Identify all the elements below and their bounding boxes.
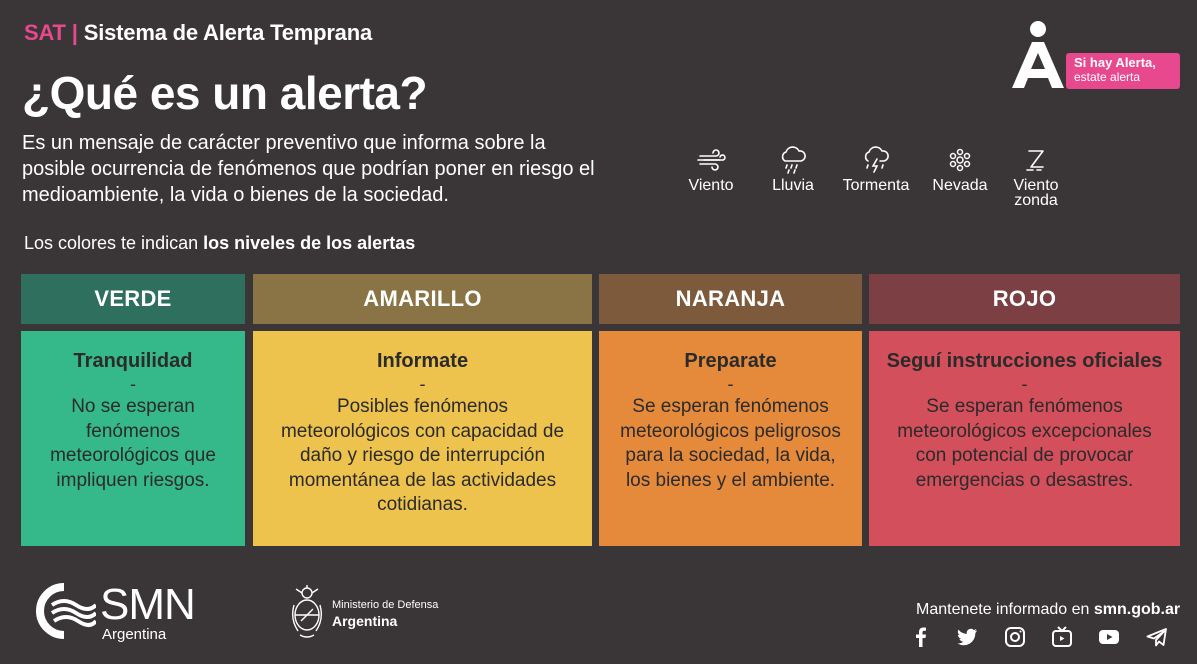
level-title: Seguí instrucciones oficiales — [886, 350, 1163, 372]
level-title: Tranquilidad — [73, 350, 193, 372]
ministry-logo — [290, 585, 460, 641]
badge-line2: estate alerta — [1074, 70, 1141, 84]
smn-mark-icon — [30, 583, 96, 639]
rain-icon — [778, 146, 808, 174]
level-card-amarillo — [253, 331, 592, 546]
phenomenon-label: Tormenta — [842, 177, 910, 194]
phenomenon-label: Lluvia — [772, 177, 814, 194]
storm-icon — [861, 146, 891, 174]
level-description: Se esperan fenómenos meteorológicos excepcionales con potencial de provocar emergencias o desastres. — [897, 396, 1152, 491]
phenomenon-rain — [766, 146, 820, 194]
alert-campaign-pill — [1066, 53, 1180, 89]
level-description: Se esperan fenómenos meteorológicos peligrosos para la sociedad, la vida, los bienes y el ambiente. — [620, 396, 841, 491]
phenomenon-label: Nevada — [932, 177, 988, 194]
alert-campaign-badge — [1010, 20, 1180, 92]
ministry-line2: Argentina — [332, 613, 398, 629]
page-title: ¿Qué es un alerta? — [22, 67, 428, 119]
footer-info — [916, 601, 1180, 619]
level-dash: - — [1021, 374, 1028, 394]
tv-icon[interactable] — [1050, 625, 1074, 649]
instagram-icon[interactable] — [1003, 625, 1027, 649]
alert-description: Es un mensaje de carácter preventivo que informa sobre la posible ocurrencia de fenómenos que podrían poner en riesgo el medioambiente, la vida o bienes de la sociedad. — [22, 132, 595, 206]
header-line — [24, 20, 372, 46]
badge-line1: Si hay Alerta, — [1074, 55, 1156, 70]
wind-icon — [696, 146, 726, 174]
phenomenon-wind — [684, 146, 738, 194]
phenomena-legend — [684, 146, 1074, 216]
smn-logo — [30, 580, 220, 643]
sat-label: SAT — [24, 20, 66, 45]
level-card-rojo — [869, 331, 1180, 546]
level-card-naranja — [599, 331, 862, 546]
levels-note-bold: los niveles de los alertas — [203, 233, 416, 253]
social-links — [909, 625, 1171, 651]
level-title: Informate — [376, 350, 469, 372]
footer-website-link[interactable]: smn.gob.ar — [1093, 601, 1181, 618]
phenomenon-label-2: zonda — [1014, 192, 1058, 209]
level-dash: - — [419, 374, 426, 394]
header-separator: | — [71, 20, 78, 45]
zonda-wind-icon — [1021, 146, 1051, 174]
phenomenon-label: Viento — [1013, 177, 1059, 194]
smn-name: SMN — [100, 580, 195, 629]
phenomenon-label: Viento — [688, 177, 734, 194]
snow-icon — [945, 146, 975, 174]
level-title: Preparate — [684, 350, 777, 372]
level-header-verde: VERDE — [21, 274, 245, 324]
level-dash: - — [727, 374, 734, 394]
level-header-rojo: ROJO — [869, 274, 1180, 324]
ministry-line1: Ministerio de Defensa — [332, 599, 439, 611]
footer-info-prefix: Mantenete informado en — [916, 601, 1094, 618]
youtube-icon[interactable] — [1097, 625, 1121, 649]
alert-person-icon — [1010, 20, 1068, 92]
phenomenon-storm — [838, 146, 914, 194]
system-name: Sistema de Alerta Temprana — [83, 20, 372, 45]
smn-country: Argentina — [102, 626, 167, 643]
facebook-icon[interactable] — [909, 625, 933, 649]
level-dash: - — [130, 374, 136, 394]
level-description: Posibles fenómenos meteorológicos con capacidad de daño y riesgo de interrupción momentánea de las actividades cotidianas. — [280, 396, 565, 515]
level-header-amarillo: AMARILLO — [253, 274, 592, 324]
level-card-verde — [21, 331, 245, 546]
twitter-icon[interactable] — [955, 625, 979, 649]
phenomenon-zonda — [1008, 146, 1064, 207]
level-header-naranja: NARANJA — [599, 274, 862, 324]
telegram-icon[interactable] — [1145, 625, 1169, 649]
coat-of-arms-icon — [290, 585, 324, 639]
levels-note-prefix: Los colores te indican — [24, 233, 204, 253]
phenomenon-snow — [930, 146, 990, 194]
level-description: No se esperan fenómenos meteorológicos que impliquen riesgos. — [50, 396, 216, 491]
levels-note — [24, 233, 415, 254]
